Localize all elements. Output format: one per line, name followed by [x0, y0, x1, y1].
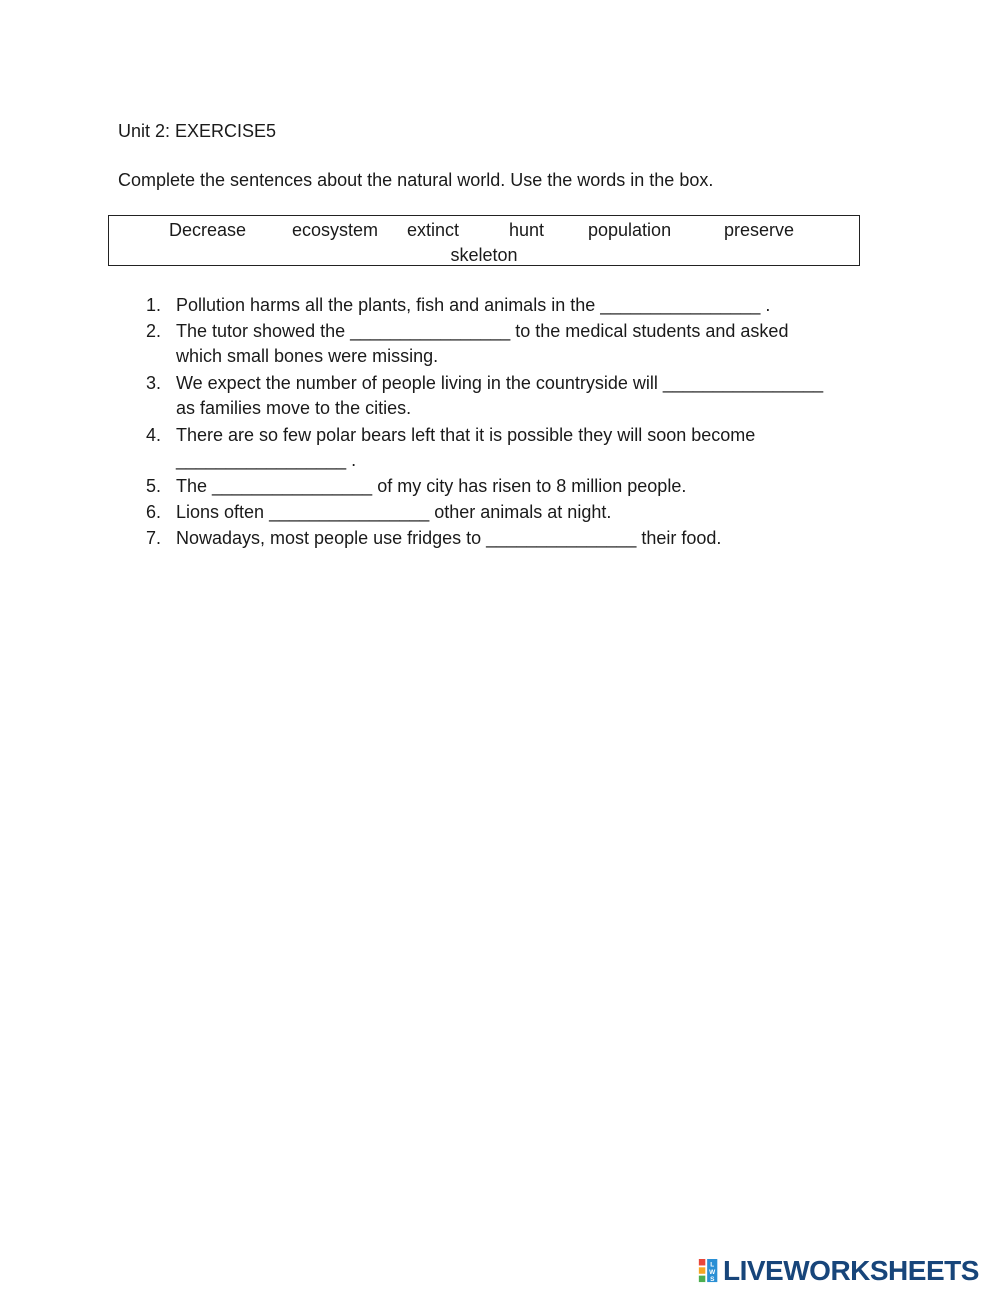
liveworksheets-logo [698, 1257, 979, 1285]
instructions: Complete the sentences about the natural world. Use the words in the box. [118, 170, 714, 190]
logo-letter: S [710, 1276, 715, 1283]
logo-wordmark: LIVEWORKSHEETS [723, 1255, 979, 1286]
word-population: population [588, 220, 672, 240]
word-extinct: extinct [407, 220, 460, 240]
word-preserve: preserve [724, 220, 795, 240]
question-5-line-1: The ________________ of my city has risen to 8 million people. [176, 476, 687, 496]
question-3-line-1: We expect the number of people living in the countryside will ________________ [176, 373, 824, 393]
question-number: 6. [146, 502, 162, 522]
page-title: Unit 2: EXERCISE5 [118, 121, 277, 141]
question-2-line-2: which small bones were missing. [176, 346, 439, 366]
question-number: 2. [146, 321, 162, 341]
word-ecosystem: ecosystem [292, 220, 379, 240]
word-skeleton: skeleton [450, 245, 518, 265]
question-2-line-1: The tutor showed the ________________ to the medical students and asked [176, 321, 789, 341]
question-number: 5. [146, 476, 162, 496]
logo-letter: L [710, 1261, 715, 1269]
word-box-row [109, 219, 859, 241]
question-7-line-1: Nowadays, most people use fridges to _______________ their food. [176, 528, 722, 548]
question-6-line-1: Lions often ________________ other animals at night. [176, 502, 612, 522]
question-number: 1. [146, 295, 162, 315]
word-box-row-2 [109, 244, 859, 266]
question-4-line-1: There are so few polar bears left that it is possible they will soon become [176, 425, 756, 445]
word-hunt: hunt [509, 220, 545, 240]
question-4-line-2: _________________ . [176, 450, 357, 470]
logo-letter: W [709, 1268, 716, 1276]
liveworksheets-logo-icon [698, 1259, 720, 1283]
word-box [108, 215, 860, 266]
question-number: 7. [146, 528, 162, 548]
question-number: 3. [146, 373, 162, 393]
question-3-line-2: as families move to the cities. [176, 398, 412, 418]
question-1-line-1: Pollution harms all the plants, fish and animals in the ________________ . [176, 295, 771, 315]
word-decrease: Decrease [169, 220, 247, 240]
question-number: 4. [146, 425, 162, 445]
